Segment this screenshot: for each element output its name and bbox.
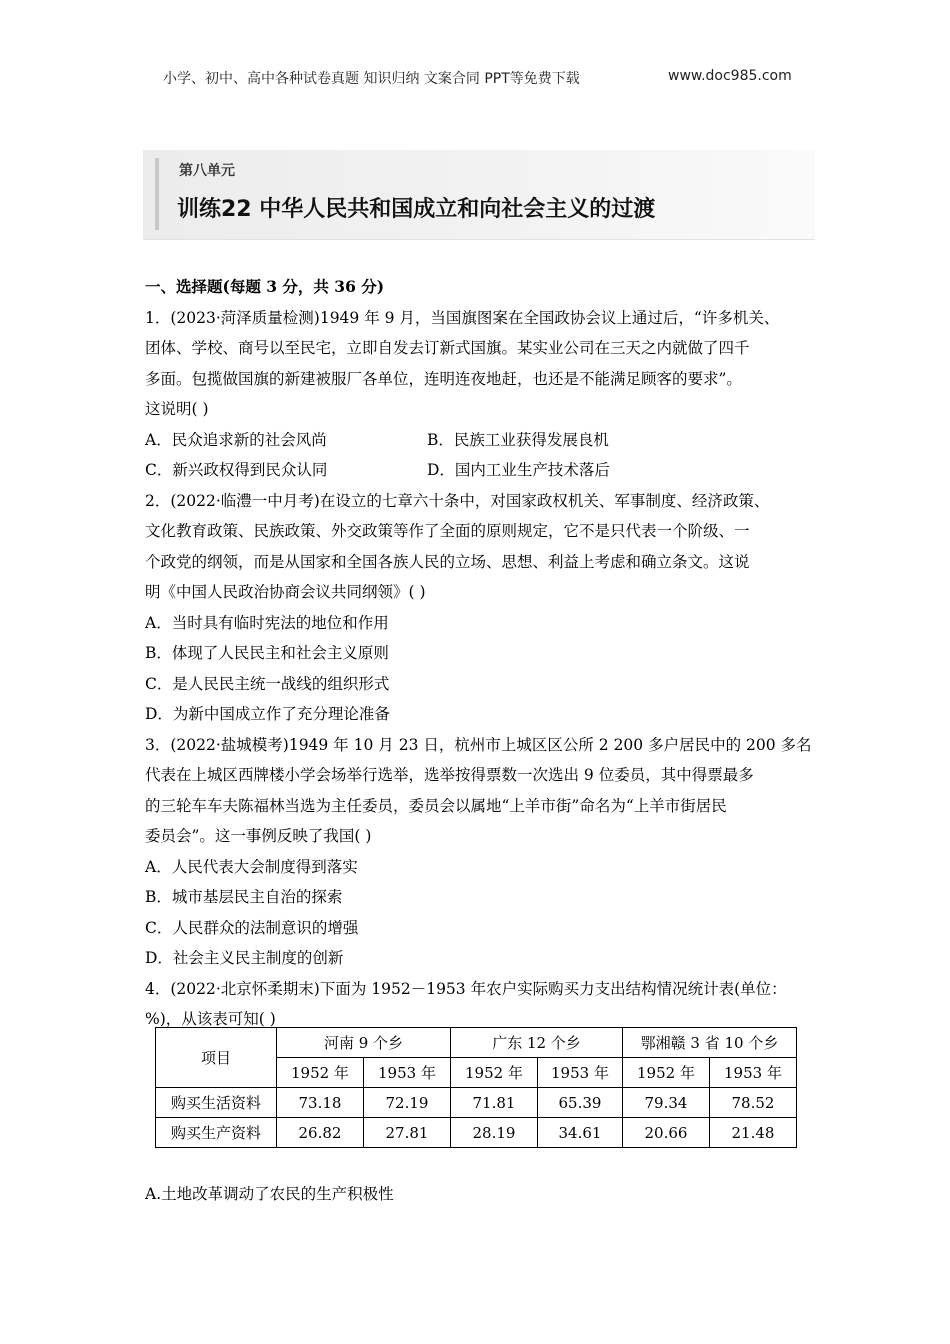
table-header-region: 河南 9 个乡	[277, 1028, 451, 1058]
question-1-line: 这说明( )	[145, 400, 209, 418]
question-4-line: 4．(2022·北京怀柔期末)下面为 1952－1953 年农户实际购买力支出结构情况统计表(单位：	[145, 979, 787, 998]
table-cell: 73.18	[277, 1088, 364, 1118]
option-b: B．民族工业获得发展良机	[427, 430, 609, 449]
question-content	[145, 272, 817, 1035]
table-header-region: 广东 12 个乡	[451, 1028, 623, 1058]
option-b: B．体现了人民民主和社会主义原则	[145, 644, 389, 662]
question-1-line: 团体、学校、商号以至民宅，立即自发去订新式国旗。某实业公司在三天之内就做了四千	[145, 339, 750, 357]
question-2-line: 文化教育政策、民族政策、外交政策等作了全面的原则规定，它不是只代表一个阶级、一	[145, 522, 750, 540]
table-header-year: 1952 年	[277, 1058, 364, 1088]
table-header-item: 项目	[156, 1028, 277, 1088]
banner-accent-bar	[155, 158, 159, 230]
table-header-year: 1953 年	[364, 1058, 451, 1088]
table-cell: 27.81	[364, 1118, 451, 1148]
option-c: C．人民群众的法制意识的增强	[145, 918, 359, 937]
question-2-line: 个政党的纲领，而是从国家和全国各族人民的立场、思想、利益上考虑和确立条文。这说	[145, 552, 750, 571]
table-row-label: 购买生产资料	[156, 1118, 277, 1148]
option-b: B．城市基层民主自治的探索	[145, 888, 343, 906]
table-header-year: 1953 年	[538, 1058, 623, 1088]
table-cell: 26.82	[277, 1118, 364, 1148]
option-a: A．当时具有临时宪法的地位和作用	[145, 613, 389, 632]
option-c: C．新兴政权得到民众认同	[145, 461, 328, 479]
option-d: D．国内工业生产技术落后	[427, 461, 610, 479]
option-a: A．人民代表大会制度得到落实	[145, 857, 358, 876]
table-cell: 28.19	[451, 1118, 538, 1148]
table-row-label: 购买生活资料	[156, 1088, 277, 1118]
table-cell: 34.61	[538, 1118, 623, 1148]
table-cell: 78.52	[710, 1088, 797, 1118]
table-header-year: 1953 年	[710, 1058, 797, 1088]
table-cell: 72.19	[364, 1088, 451, 1118]
question-1-options-row	[145, 425, 817, 456]
page-title: 训练22 中华人民共和国成立和向社会主义的过渡	[177, 197, 656, 222]
option-c: C．是人民民主统一战线的组织形式	[145, 674, 390, 693]
table-cell: 20.66	[623, 1118, 710, 1148]
table-header-row	[156, 1028, 797, 1058]
header-text: 小学、初中、高中各种试卷真题 知识归纳 文案合同 PPT等免费下载	[163, 71, 580, 87]
table-header-year: 1952 年	[451, 1058, 538, 1088]
purchasing-power-table	[155, 1027, 797, 1148]
table-cell: 71.81	[451, 1088, 538, 1118]
question-3-line: 3．(2022·盐城模考)1949 年 10 月 23 日，杭州市上城区区公所 2 200 多户居民中的 200 多名	[145, 735, 812, 754]
table-cell: 79.34	[623, 1088, 710, 1118]
question-2-line: 明《中国人民政治协商会议共同纲领》( )	[145, 583, 426, 601]
table-row	[156, 1088, 797, 1118]
option-a: A.土地改革调动了农民的生产积极性	[145, 1185, 394, 1203]
question-3-line: 的三轮车车夫陈福林当选为主任委员，委员会以属地“上羊市街”命名为“上羊市街居民	[145, 796, 727, 815]
question-2-line: 2．(2022·临澧一中月考)在设立的七章六十条中，对国家政权机关、军事制度、经济政策、	[145, 491, 770, 510]
table-row	[156, 1118, 797, 1148]
table-cell: 21.48	[710, 1118, 797, 1148]
question-1-line: 多面。包揽做国旗的新建被服厂各单位，连明连夜地赶，也还是不能满足顾客的要求”。	[145, 369, 742, 388]
question-3-line: 代表在上城区西牌楼小学会场举行选举，选举按得票数一次选出 9 位委员，其中得票最多	[145, 766, 754, 784]
option-a: A．民众追求新的社会风尚	[145, 430, 327, 449]
table-header-region: 鄂湘赣 3 省 10 个乡	[623, 1028, 797, 1058]
question-3-line: 委员会”。这一事例反映了我国( )	[145, 827, 372, 845]
option-d: D．为新中国成立作了充分理论准备	[145, 705, 390, 723]
unit-banner	[143, 150, 815, 240]
table-cell: 65.39	[538, 1088, 623, 1118]
question-4-line: %)，从该表可知( )	[145, 1010, 276, 1028]
question-1-options-row	[145, 455, 817, 486]
question-1-line: 1．(2023·菏泽质量检测)1949 年 9 月，当国旗图案在全国政协会议上通过后，“许多机关、	[145, 308, 780, 327]
header-url[interactable]: www.doc985.com	[668, 68, 792, 84]
option-d: D．社会主义民主制度的创新	[145, 949, 344, 967]
unit-label: 第八单元	[179, 163, 235, 179]
section-heading: 一、选择题(每题 3 分，共 36 分)	[145, 277, 385, 296]
table-header-year: 1952 年	[623, 1058, 710, 1088]
